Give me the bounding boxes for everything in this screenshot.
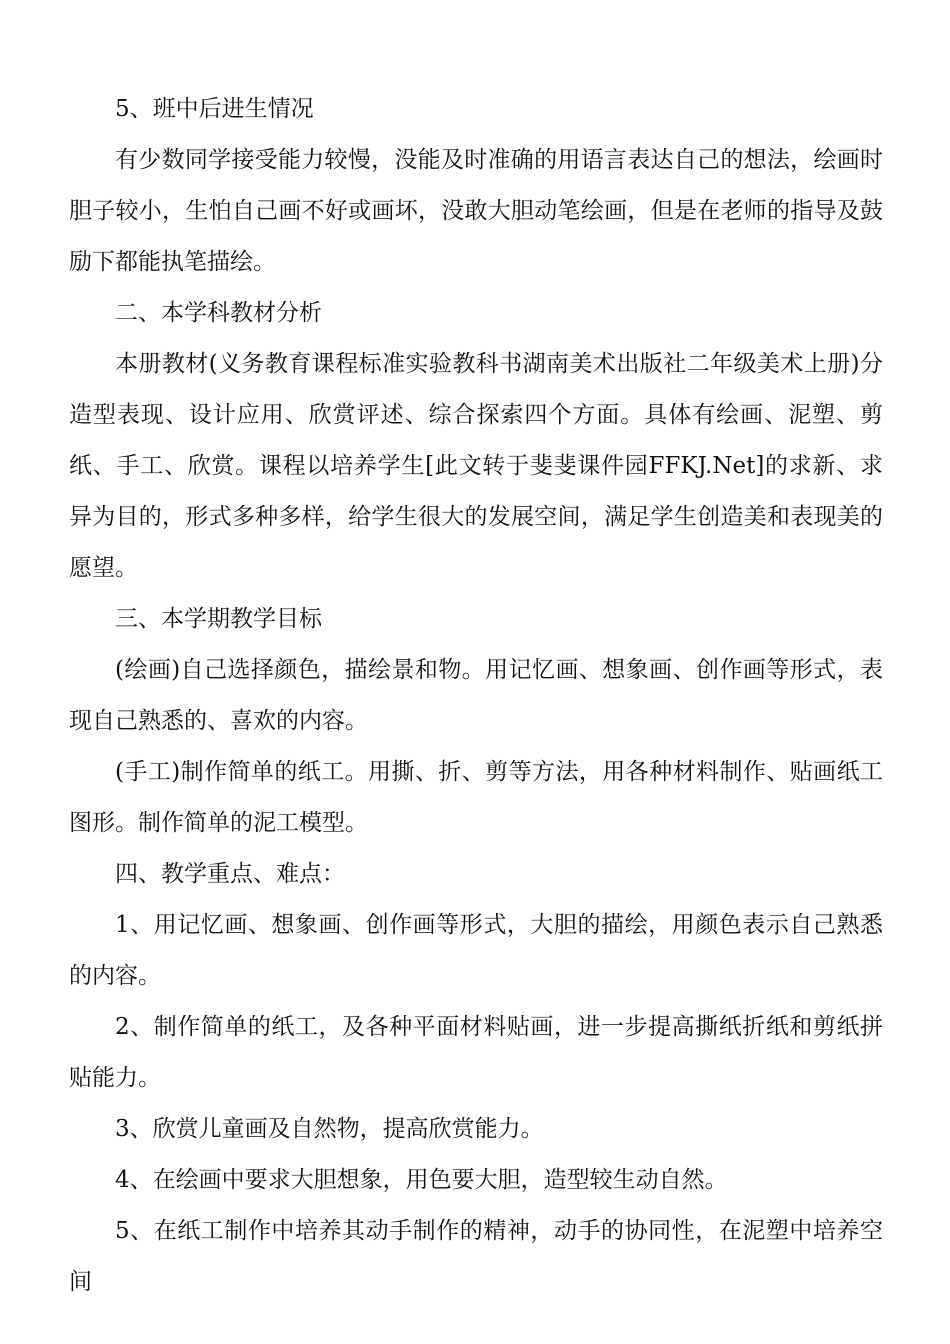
paragraph-goal-drawing: (绘画)自己选择颜色，描绘景和物。用记忆画、想象画、创作画等形式，表现自己熟悉的、喜欢的内容。 [69, 657, 883, 734]
list-item-key-point-1: 1、用记忆画、想象画、创作画等形式，大胆的描绘，用颜色表示自己熟悉的内容。 [69, 912, 883, 989]
paragraph-underperforming-students: 有少数同学接受能力较慢，没能及时准确的用语言表达自己的想法，绘画时胆子较小，生怕自己画不好或画坏，没敢大胆动笔绘画，但是在老师的指导及鼓励下都能执笔描绘。 [69, 147, 883, 275]
list-item-key-point-4: 4、在绘画中要求大胆想象，用色要大胆，造型较生动自然。 [115, 1167, 728, 1193]
section-heading-textbook-analysis: 二、本学科教材分析 [115, 300, 322, 326]
section-heading-teaching-goals: 三、本学期教学目标 [115, 606, 322, 632]
paragraph-textbook-analysis: 本册教材(义务教育课程标准实验教科书湖南美术出版社二年级美术上册)分造型表现、设计应用、欣赏评述、综合探索四个方面。具体有绘画、泥塑、剪纸、手工、欣赏。课程以培养学生[此文转于斐斐课件园FFKJ.Net]的求新、求异为目的，形式多种多样，给学生很大的发展空间，满足学生创造美和表现美的愿望。 [69, 351, 883, 581]
list-item-key-point-3: 3、欣赏儿童画及自然物，提高欣赏能力。 [115, 1116, 544, 1142]
list-item-key-point-2: 2、制作简单的纸工，及各种平面材料贴画，进一步提高撕纸折纸和剪纸拼贴能力。 [69, 1014, 883, 1091]
section-subheading-underperforming-students: 5、班中后进生情况 [115, 96, 314, 122]
paragraph-goal-handcraft: (手工)制作简单的纸工。用撕、折、剪等方法，用各种材料制作、贴画纸工图形。制作简单的泥工模型。 [69, 759, 883, 836]
list-item-key-point-5: 5、在纸工制作中培养其动手制作的精神，动手的协同性，在泥塑中培养空间 [69, 1218, 883, 1295]
document-body [69, 84, 883, 1308]
section-heading-key-points: 四、教学重点、难点： [115, 861, 345, 887]
